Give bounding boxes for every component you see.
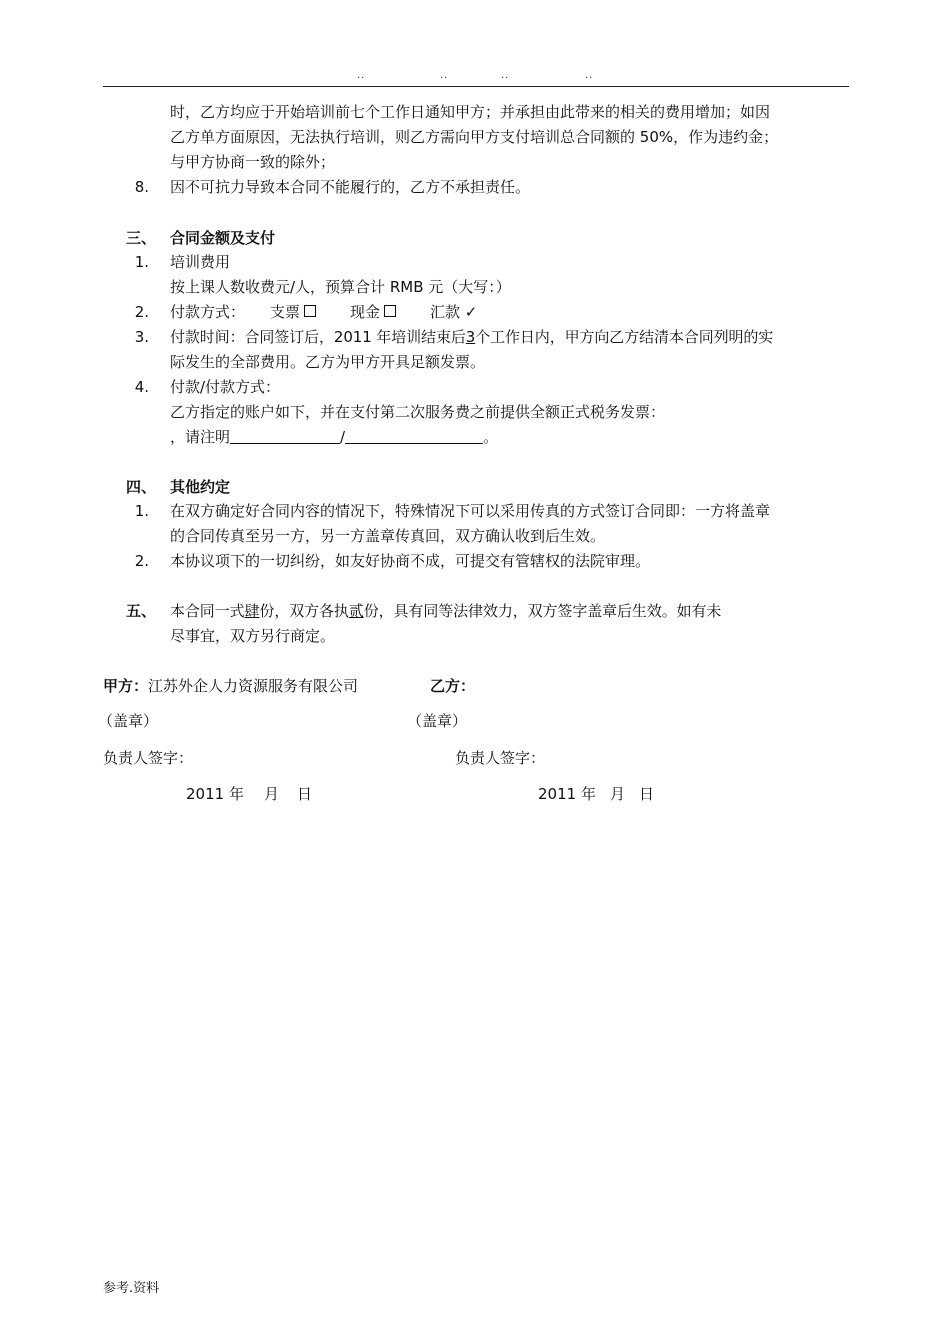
list-number: 8. — [134, 178, 149, 196]
list-number: 2. — [134, 552, 149, 570]
date-day: 日 — [296, 785, 312, 803]
date-b — [538, 783, 654, 805]
signer-a: 负责人签字： — [103, 749, 194, 767]
copies-each: 贰 — [348, 602, 364, 620]
party-a — [103, 675, 358, 697]
copies-post: 份，具有同等法律效力，双方签字盖章后生效。如有未 — [363, 602, 722, 620]
signer-b: 负责人签字： — [455, 749, 546, 767]
payment-option-label: 现金 — [350, 303, 381, 321]
list-item-text: 本协议项下的一切纠纷，如友好协商不成，可提交有管辖权的法院审理。 — [170, 552, 651, 570]
date-month: 月 — [609, 785, 625, 803]
separator: / — [340, 428, 346, 446]
list-item-text: 际发生的全部费用。乙方为甲方开具足额发票。 — [170, 353, 486, 371]
header-dots: .. — [501, 70, 510, 81]
section-text: 尽事宜，双方另行商定。 — [170, 627, 336, 645]
date-year: 2011 年 — [186, 785, 244, 803]
payment-option-label: 汇款 — [430, 303, 461, 321]
list-item-text: 乙方指定的账户如下，并在支付第二次服务费之前提供全额正式税务发票： — [170, 403, 666, 421]
copies-count: 肆 — [244, 602, 260, 620]
section-number: 三、 — [126, 229, 157, 247]
copies-mid: 份，双方各执 — [259, 602, 349, 620]
seal-a: （盖章） — [98, 712, 159, 730]
account-note-prefix: ，请注明 — [170, 428, 231, 446]
header-dots: .. — [585, 70, 594, 81]
checkbox-cheque — [304, 305, 316, 317]
date-day: 日 — [638, 785, 654, 803]
party-a-name: 江苏外企人力资源服务有限公司 — [148, 677, 359, 695]
party-b-label: 乙方： — [430, 677, 476, 695]
list-item-text: 的合同传真至另一方，另一方盖章传真回，双方确认收到后生效。 — [170, 527, 606, 545]
list-number: 1. — [134, 502, 149, 520]
section-title: 合同金额及支付 — [170, 229, 276, 247]
list-item-text: 培训费用 — [170, 253, 231, 271]
list-item-text: 付款/付款方式： — [170, 378, 281, 396]
date-year: 2011 年 — [538, 785, 596, 803]
list-number: 1. — [134, 253, 149, 271]
check-mark-icon: ✓ — [464, 303, 478, 321]
list-item-text: 按上课人数收费元/人，预算合计 RMB 元（大写：） — [170, 278, 511, 296]
party-a-label: 甲方： — [103, 677, 149, 695]
list-number: 4. — [134, 378, 149, 396]
header-rule — [103, 86, 849, 87]
payment-option-cheque — [270, 301, 316, 323]
header-dots: .. — [357, 70, 366, 81]
date-month: 月 — [263, 785, 279, 803]
seal-b: （盖章） — [407, 712, 468, 730]
list-item-text: 在双方确定好合同内容的情况下，特殊情况下可以采用传真的方式签订合同即：一方将盖章 — [170, 502, 771, 520]
payment-option-label: 支票 — [270, 303, 301, 321]
payment-option-cash — [350, 301, 396, 323]
payment-method-label: 付款方式： — [170, 303, 246, 321]
section-text — [170, 600, 721, 622]
paragraph-line: 乙方单方面原因，无法执行培训，则乙方需向甲方支付培训总合同额的 50%，作为违约金； — [170, 128, 779, 146]
checkbox-cash — [384, 305, 396, 317]
section-number: 五、 — [126, 602, 157, 620]
payment-option-transfer — [430, 301, 477, 323]
paragraph-line: 与甲方协商一致的除外； — [170, 153, 336, 171]
account-note-line — [170, 426, 498, 448]
payment-days: 3 — [465, 328, 476, 346]
list-item-text — [170, 326, 773, 348]
footer-note: 参考.资料 — [103, 1281, 160, 1296]
paragraph-line: 时，乙方均应于开始培训前七个工作日通知甲方；并承担由此带来的相关的费用增加；如因 — [170, 103, 771, 121]
copies-pre: 本合同一式 — [170, 602, 245, 620]
blank-line — [345, 428, 483, 444]
date-a — [186, 783, 312, 805]
list-number: 2. — [134, 303, 149, 321]
section-number: 四、 — [126, 478, 157, 496]
list-item-text: 因不可抗力导致本合同不能履行的，乙方不承担责任。 — [170, 178, 531, 196]
period: 。 — [483, 428, 499, 446]
header-dots: .. — [440, 70, 449, 81]
list-number: 3. — [134, 328, 149, 346]
section-title: 其他约定 — [170, 478, 231, 496]
payment-time-post: 个工作日内，甲方向乙方结清本合同列明的实 — [475, 328, 774, 346]
payment-time-pre: 付款时间：合同签订后，2011 年培训结束后 — [170, 328, 466, 346]
blank-line — [230, 428, 340, 444]
